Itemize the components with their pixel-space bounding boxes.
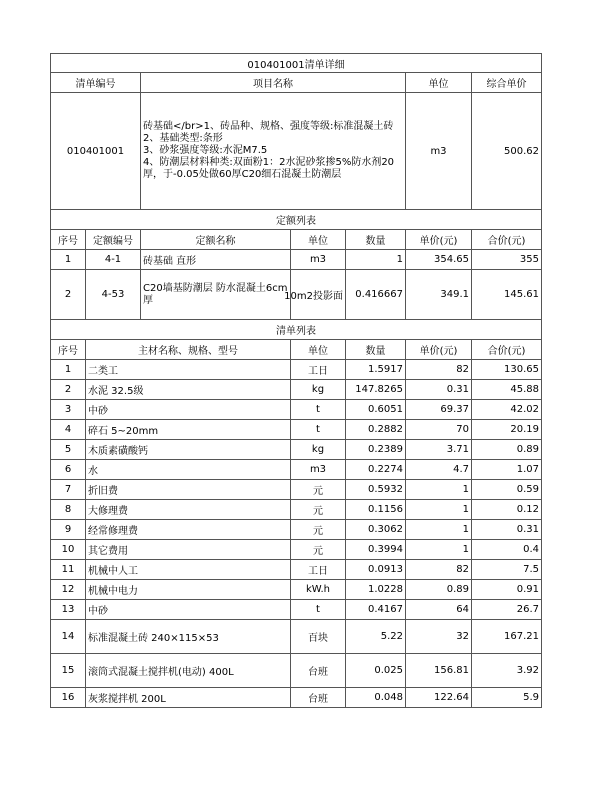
material-qty: 0.3062 (346, 520, 406, 540)
material-total: 0.12 (472, 500, 542, 520)
material-unit: 元 (291, 520, 346, 540)
materials-header-price: 单价(元) (406, 340, 472, 360)
material-qty: 0.2882 (346, 420, 406, 440)
material-row (51, 580, 542, 600)
item-desc-line: 砖基础</br>1、砖品种、规格、强度等级:标准混凝土砖 (143, 121, 394, 132)
material-unit: 工日 (291, 360, 346, 380)
material-price: 1 (406, 480, 472, 500)
material-total: 1.07 (472, 460, 542, 480)
bill-header-row (51, 73, 542, 93)
material-qty: 0.2274 (346, 460, 406, 480)
material-qty: 0.4167 (346, 600, 406, 620)
material-row (51, 480, 542, 500)
material-unit: kg (291, 440, 346, 460)
header-code: 清单编号 (51, 73, 141, 93)
material-no: 7 (51, 480, 86, 500)
material-total: 0.91 (472, 580, 542, 600)
material-no: 10 (51, 540, 86, 560)
quota-row (51, 250, 542, 270)
material-row (51, 360, 542, 380)
material-name: 滚筒式混凝土搅拌机(电动) 400L (86, 654, 291, 688)
material-no: 12 (51, 580, 86, 600)
material-total: 130.65 (472, 360, 542, 380)
material-name: 大修理费 (86, 500, 291, 520)
material-row (51, 620, 542, 654)
quota-no: 1 (51, 250, 86, 270)
material-price: 82 (406, 360, 472, 380)
material-no: 3 (51, 400, 86, 420)
material-price: 1 (406, 500, 472, 520)
quota-header-no: 序号 (51, 230, 86, 250)
quota-unit: m3 (291, 250, 346, 270)
material-row (51, 500, 542, 520)
material-total: 0.59 (472, 480, 542, 500)
material-unit: 台班 (291, 688, 346, 708)
material-row (51, 600, 542, 620)
quota-qty: 0.416667 (346, 270, 406, 320)
material-name: 二类工 (86, 360, 291, 380)
materials-header-unit: 单位 (291, 340, 346, 360)
material-no: 8 (51, 500, 86, 520)
material-no: 6 (51, 460, 86, 480)
materials-header-total: 合价(元) (472, 340, 542, 360)
material-unit: t (291, 400, 346, 420)
material-name: 机械中人工 (86, 560, 291, 580)
item-desc-line: 3、砂浆强度等级:水泥M7.5 (143, 145, 268, 156)
material-price: 70 (406, 420, 472, 440)
material-price: 32 (406, 620, 472, 654)
material-total: 26.7 (472, 600, 542, 620)
quota-unit-text: 10m2投影面 (284, 291, 343, 302)
material-total: 167.21 (472, 620, 542, 654)
material-qty: 1.0228 (346, 580, 406, 600)
materials-section-title: 清单列表 (51, 320, 542, 340)
material-no: 13 (51, 600, 86, 620)
quota-row (51, 270, 542, 320)
material-no: 4 (51, 420, 86, 440)
material-price: 64 (406, 600, 472, 620)
material-price: 3.71 (406, 440, 472, 460)
material-row (51, 520, 542, 540)
material-row (51, 420, 542, 440)
quota-header-qty: 数量 (346, 230, 406, 250)
item-description (141, 93, 406, 210)
material-qty: 0.048 (346, 688, 406, 708)
quota-header-price: 单价(元) (406, 230, 472, 250)
material-qty: 0.1156 (346, 500, 406, 520)
material-name: 中砂 (86, 400, 291, 420)
material-no: 16 (51, 688, 86, 708)
header-price: 综合单价 (472, 73, 542, 93)
material-qty: 0.025 (346, 654, 406, 688)
title-row (51, 54, 542, 73)
material-unit: 元 (291, 500, 346, 520)
material-qty: 147.8265 (346, 380, 406, 400)
material-qty: 0.3994 (346, 540, 406, 560)
quota-header-total: 合价(元) (472, 230, 542, 250)
item-desc-line: 4、防潮层材料种类:双面粉1：2水泥砂浆掺5%防水剂20厚，于-0.05处做60厚C20细石混凝土防潮层 (143, 157, 395, 180)
materials-section-row (51, 320, 542, 340)
quota-header-row (51, 230, 542, 250)
quota-price: 349.1 (406, 270, 472, 320)
quota-name: 砖基础 直形 (141, 250, 291, 270)
material-name: 其它费用 (86, 540, 291, 560)
material-name: 水 (86, 460, 291, 480)
material-unit: m3 (291, 460, 346, 480)
material-price: 156.81 (406, 654, 472, 688)
material-no: 14 (51, 620, 86, 654)
material-total: 0.4 (472, 540, 542, 560)
material-unit: t (291, 600, 346, 620)
material-row (51, 654, 542, 688)
bill-detail-sheet (50, 53, 541, 708)
material-qty: 1.5917 (346, 360, 406, 380)
material-total: 5.9 (472, 688, 542, 708)
material-unit: t (291, 420, 346, 440)
item-code: 010401001 (51, 93, 141, 210)
material-price: 82 (406, 560, 472, 580)
quota-header-name: 定额名称 (141, 230, 291, 250)
bill-table (50, 53, 542, 708)
quota-no: 2 (51, 270, 86, 320)
material-qty: 0.2389 (346, 440, 406, 460)
material-price: 122.64 (406, 688, 472, 708)
material-unit: 元 (291, 540, 346, 560)
material-row (51, 460, 542, 480)
material-total: 0.31 (472, 520, 542, 540)
quota-section-row (51, 210, 542, 230)
quota-section-title: 定额列表 (51, 210, 542, 230)
material-name: 木质素磺酸钙 (86, 440, 291, 460)
quota-total: 145.61 (472, 270, 542, 320)
material-unit: kg (291, 380, 346, 400)
material-price: 69.37 (406, 400, 472, 420)
material-row (51, 540, 542, 560)
material-total: 20.19 (472, 420, 542, 440)
material-unit: 台班 (291, 654, 346, 688)
material-total: 45.88 (472, 380, 542, 400)
quota-total: 355 (472, 250, 542, 270)
item-price: 500.62 (472, 93, 542, 210)
material-row (51, 688, 542, 708)
quota-code: 4-1 (86, 250, 141, 270)
quota-header-unit: 单位 (291, 230, 346, 250)
material-price: 0.89 (406, 580, 472, 600)
material-no: 1 (51, 360, 86, 380)
material-price: 1 (406, 520, 472, 540)
item-unit: m3 (406, 93, 472, 210)
quota-name: C20墙基防潮层 防水混凝土6cm厚 (141, 270, 291, 320)
material-qty: 5.22 (346, 620, 406, 654)
material-price: 0.31 (406, 380, 472, 400)
material-price: 1 (406, 540, 472, 560)
material-name: 折旧费 (86, 480, 291, 500)
material-total: 7.5 (472, 560, 542, 580)
material-row (51, 560, 542, 580)
item-desc-line: 2、基础类型:条形 (143, 133, 223, 144)
material-row (51, 440, 542, 460)
material-name: 中砂 (86, 600, 291, 620)
material-total: 42.02 (472, 400, 542, 420)
quota-unit (284, 270, 346, 320)
materials-header-qty: 数量 (346, 340, 406, 360)
material-name: 水泥 32.5级 (86, 380, 291, 400)
quota-header-code: 定额编号 (86, 230, 141, 250)
material-qty: 0.0913 (346, 560, 406, 580)
material-unit: 元 (291, 480, 346, 500)
material-no: 9 (51, 520, 86, 540)
material-no: 11 (51, 560, 86, 580)
header-name: 项目名称 (141, 73, 406, 93)
sheet-title: 010401001清单详细 (51, 54, 542, 73)
material-no: 2 (51, 380, 86, 400)
material-name: 经常修理费 (86, 520, 291, 540)
quota-qty: 1 (346, 250, 406, 270)
material-name: 机械中电力 (86, 580, 291, 600)
bill-item-row (51, 93, 542, 210)
material-qty: 0.6051 (346, 400, 406, 420)
header-unit: 单位 (406, 73, 472, 93)
material-unit: 工日 (291, 560, 346, 580)
materials-header-name: 主材名称、规格、型号 (86, 340, 291, 360)
material-total: 0.89 (472, 440, 542, 460)
material-price: 4.7 (406, 460, 472, 480)
material-no: 5 (51, 440, 86, 460)
materials-header-row (51, 340, 542, 360)
material-qty: 0.5932 (346, 480, 406, 500)
quota-price: 354.65 (406, 250, 472, 270)
material-row (51, 400, 542, 420)
material-total: 3.92 (472, 654, 542, 688)
materials-header-no: 序号 (51, 340, 86, 360)
material-row (51, 380, 542, 400)
quota-code: 4-53 (86, 270, 141, 320)
material-name: 标准混凝土砖 240×115×53 (86, 620, 291, 654)
material-unit: kW.h (291, 580, 346, 600)
material-name: 碎石 5~20mm (86, 420, 291, 440)
material-no: 15 (51, 654, 86, 688)
material-unit: 百块 (291, 620, 346, 654)
material-name: 灰浆搅拌机 200L (86, 688, 291, 708)
